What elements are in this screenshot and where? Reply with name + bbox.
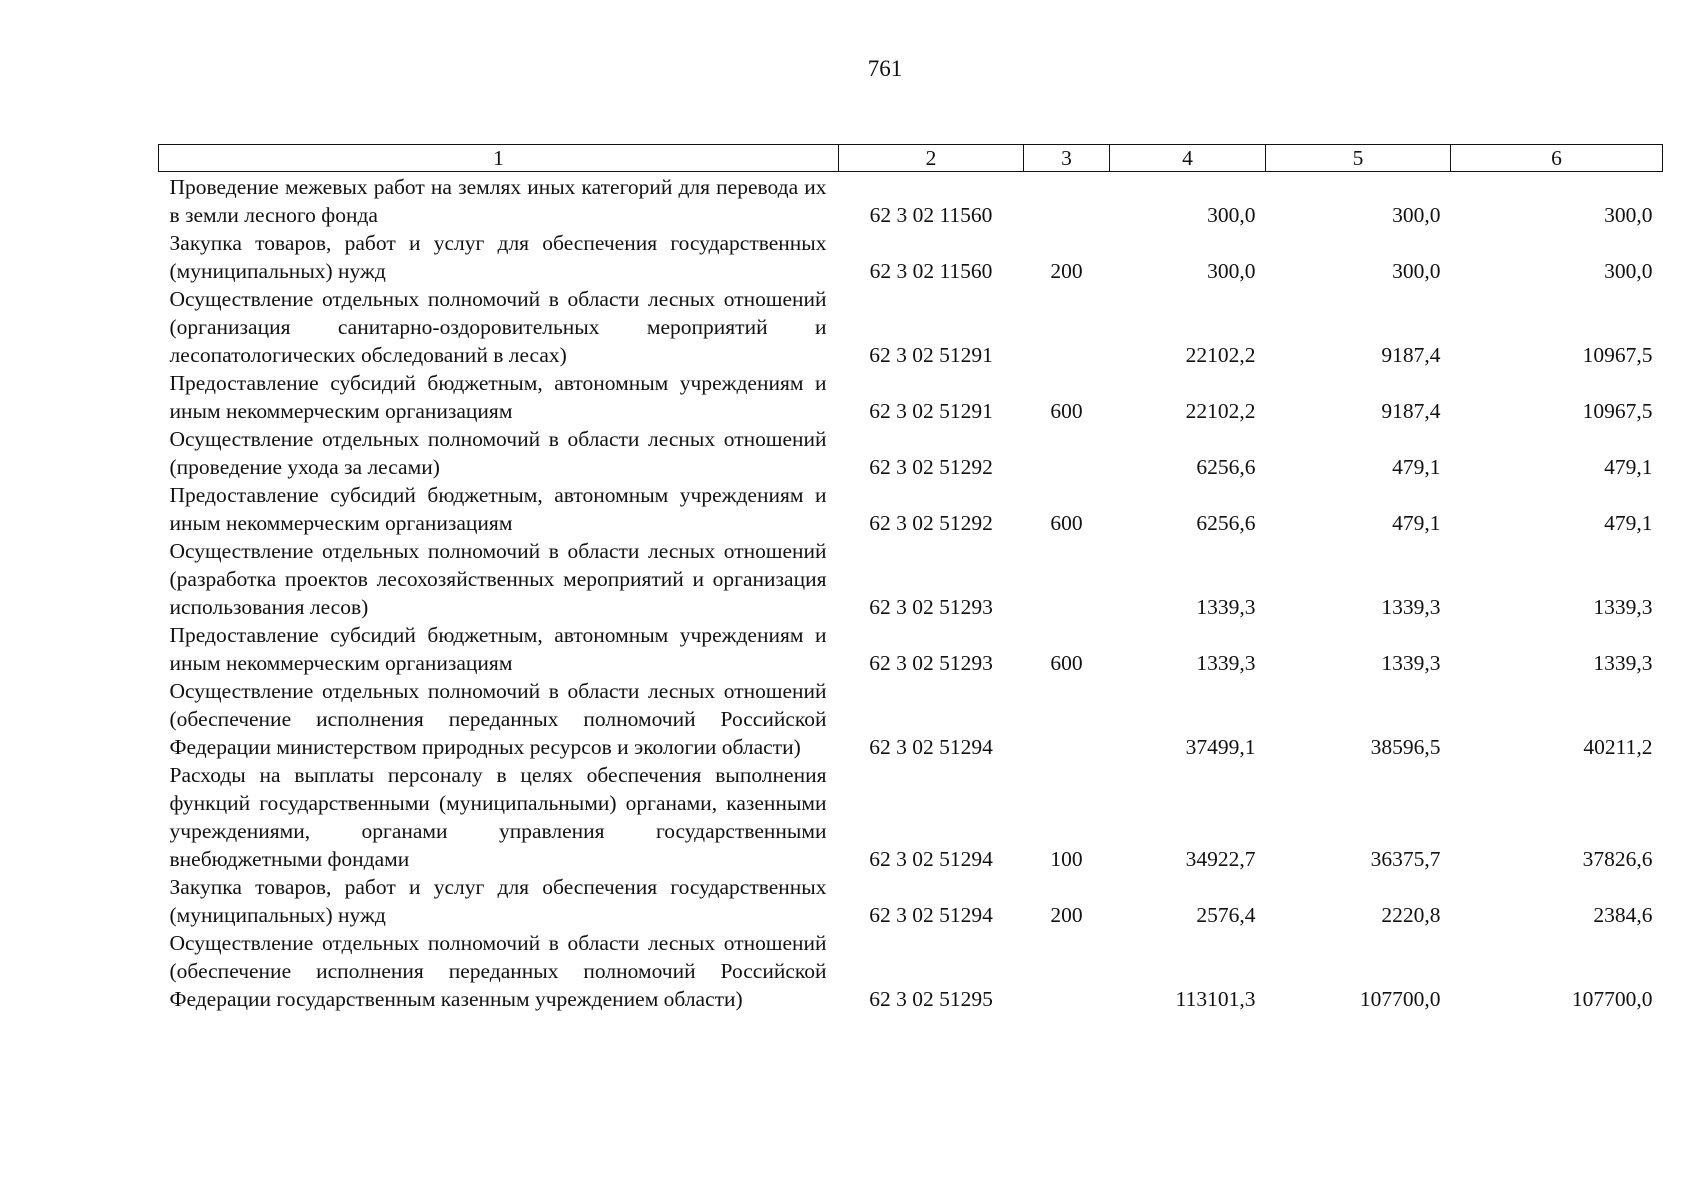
row-value-6: 107700,0 bbox=[1571, 987, 1653, 1011]
row-value-4: 6256,6 bbox=[1196, 455, 1256, 479]
row-name: Осуществление отдельных полномочий в области лесных отношений (обеспечение исполнения переданных полномочий Российской Федерации государственным казенным учреждением области) bbox=[169, 931, 827, 1011]
row-code: 62 3 02 51291 bbox=[869, 343, 993, 367]
row-value-6: 300,0 bbox=[1604, 259, 1653, 283]
row-value-5: 479,1 bbox=[1392, 455, 1441, 479]
row-value-6: 40211,2 bbox=[1583, 735, 1653, 759]
column-number-5: 5 bbox=[1266, 145, 1451, 172]
table-row bbox=[159, 285, 1663, 369]
row-value-4: 1339,3 bbox=[1196, 595, 1256, 619]
row-name: Проведение межевых работ на землях иных категорий для перевода их в земли лесного фонда bbox=[169, 175, 827, 227]
row-value-4: 2576,4 bbox=[1196, 903, 1256, 927]
row-value-5: 1339,3 bbox=[1381, 651, 1441, 675]
row-value-6: 37826,6 bbox=[1582, 847, 1653, 871]
row-value-4: 6256,6 bbox=[1196, 511, 1256, 535]
row-type bbox=[1024, 537, 1110, 621]
row-type bbox=[1024, 285, 1110, 369]
row-type bbox=[1024, 425, 1110, 481]
table-row bbox=[159, 369, 1663, 425]
column-number-4: 4 bbox=[1110, 145, 1266, 172]
table-row bbox=[159, 761, 1663, 873]
row-value-6: 1339,3 bbox=[1593, 651, 1653, 675]
row-name: Закупка товаров, работ и услуг для обеспечения государственных (муниципальных) нужд bbox=[169, 875, 827, 927]
column-number-1: 1 bbox=[159, 145, 839, 172]
row-value-4: 300,0 bbox=[1207, 203, 1256, 227]
row-type bbox=[1024, 172, 1110, 230]
row-name: Осуществление отдельных полномочий в области лесных отношений (проведение ухода за лесами) bbox=[169, 427, 827, 479]
row-code: 62 3 02 51294 bbox=[869, 847, 993, 871]
row-value-5: 1339,3 bbox=[1381, 595, 1441, 619]
row-code: 62 3 02 51294 bbox=[869, 735, 993, 759]
row-value-5: 2220,8 bbox=[1381, 903, 1441, 927]
table-row bbox=[159, 873, 1663, 929]
row-name: Осуществление отдельных полномочий в области лесных отношений (разработка проектов лесохозяйственных мероприятий и организация использования лесов) bbox=[169, 539, 827, 619]
row-name: Расходы на выплаты персоналу в целях обеспечения выполнения функций государственными (муниципальными) органами, казенными учреждениями, органами управления государственными внебюджетными фондами bbox=[169, 763, 827, 871]
row-type: 600 bbox=[1050, 511, 1083, 535]
row-value-5: 9187,4 bbox=[1381, 399, 1441, 423]
table-row bbox=[159, 172, 1663, 230]
row-type: 600 bbox=[1050, 651, 1083, 675]
row-value-5: 479,1 bbox=[1392, 511, 1441, 535]
row-type: 100 bbox=[1050, 847, 1083, 871]
row-code: 62 3 02 51295 bbox=[869, 987, 993, 1011]
table-row bbox=[159, 229, 1663, 285]
row-value-5: 36375,7 bbox=[1370, 847, 1441, 871]
table-row bbox=[159, 425, 1663, 481]
table-row bbox=[159, 929, 1663, 1013]
row-name: Предоставление субсидий бюджетным, автономным учреждениям и иным некоммерческим организациям bbox=[169, 483, 827, 535]
table-row bbox=[159, 621, 1663, 677]
row-name: Закупка товаров, работ и услуг для обеспечения государственных (муниципальных) нужд bbox=[169, 231, 827, 283]
row-code: 62 3 02 51292 bbox=[869, 511, 993, 535]
row-value-6: 1339,3 bbox=[1593, 595, 1653, 619]
row-type: 200 bbox=[1050, 903, 1083, 927]
row-name: Предоставление субсидий бюджетным, автономным учреждениям и иным некоммерческим организациям bbox=[169, 371, 827, 423]
row-code: 62 3 02 11560 bbox=[869, 259, 993, 283]
row-value-6: 479,1 bbox=[1604, 455, 1653, 479]
column-number-2: 2 bbox=[839, 145, 1024, 172]
column-number-6: 6 bbox=[1451, 145, 1663, 172]
row-value-6: 10967,5 bbox=[1582, 343, 1653, 367]
row-value-4: 300,0 bbox=[1207, 259, 1256, 283]
row-type bbox=[1024, 929, 1110, 1013]
row-value-4: 34922,7 bbox=[1185, 847, 1256, 871]
row-name: Предоставление субсидий бюджетным, автономным учреждениям и иным некоммерческим организациям bbox=[169, 623, 827, 675]
table-row bbox=[159, 481, 1663, 537]
column-number-3: 3 bbox=[1024, 145, 1110, 172]
row-type: 200 bbox=[1050, 259, 1083, 283]
table-row bbox=[159, 677, 1663, 761]
row-value-4: 1339,3 bbox=[1196, 651, 1256, 675]
row-name: Осуществление отдельных полномочий в области лесных отношений (организация санитарно-оздоровительных мероприятий и лесопатологических обследований в лесах) bbox=[169, 287, 827, 367]
row-code: 62 3 02 51293 bbox=[869, 595, 993, 619]
row-type: 600 bbox=[1050, 399, 1083, 423]
row-code: 62 3 02 51292 bbox=[869, 455, 993, 479]
row-value-4: 22102,2 bbox=[1185, 399, 1256, 423]
row-name: Осуществление отдельных полномочий в области лесных отношений (обеспечение исполнения переданных полномочий Российской Федерации министерством природных ресурсов и экологии области) bbox=[169, 679, 827, 759]
row-value-6: 2384,6 bbox=[1593, 903, 1653, 927]
row-value-4: 37499,1 bbox=[1185, 735, 1256, 759]
row-value-4: 113101,3 bbox=[1175, 987, 1256, 1011]
row-code: 62 3 02 51293 bbox=[869, 651, 993, 675]
row-value-5: 300,0 bbox=[1392, 259, 1441, 283]
table-row bbox=[159, 537, 1663, 621]
row-value-5: 38596,5 bbox=[1370, 735, 1441, 759]
budget-table bbox=[158, 144, 1663, 1013]
row-value-5: 107700,0 bbox=[1359, 987, 1441, 1011]
row-value-6: 479,1 bbox=[1604, 511, 1653, 535]
row-value-6: 10967,5 bbox=[1582, 399, 1653, 423]
page-number: 761 bbox=[867, 56, 903, 81]
column-number-row bbox=[159, 145, 1663, 172]
row-value-6: 300,0 bbox=[1604, 203, 1653, 227]
row-value-5: 300,0 bbox=[1392, 203, 1441, 227]
row-type bbox=[1024, 677, 1110, 761]
row-value-5: 9187,4 bbox=[1381, 343, 1441, 367]
row-code: 62 3 02 11560 bbox=[869, 203, 993, 227]
row-code: 62 3 02 51291 bbox=[869, 399, 993, 423]
row-code: 62 3 02 51294 bbox=[869, 903, 993, 927]
row-value-4: 22102,2 bbox=[1185, 343, 1256, 367]
